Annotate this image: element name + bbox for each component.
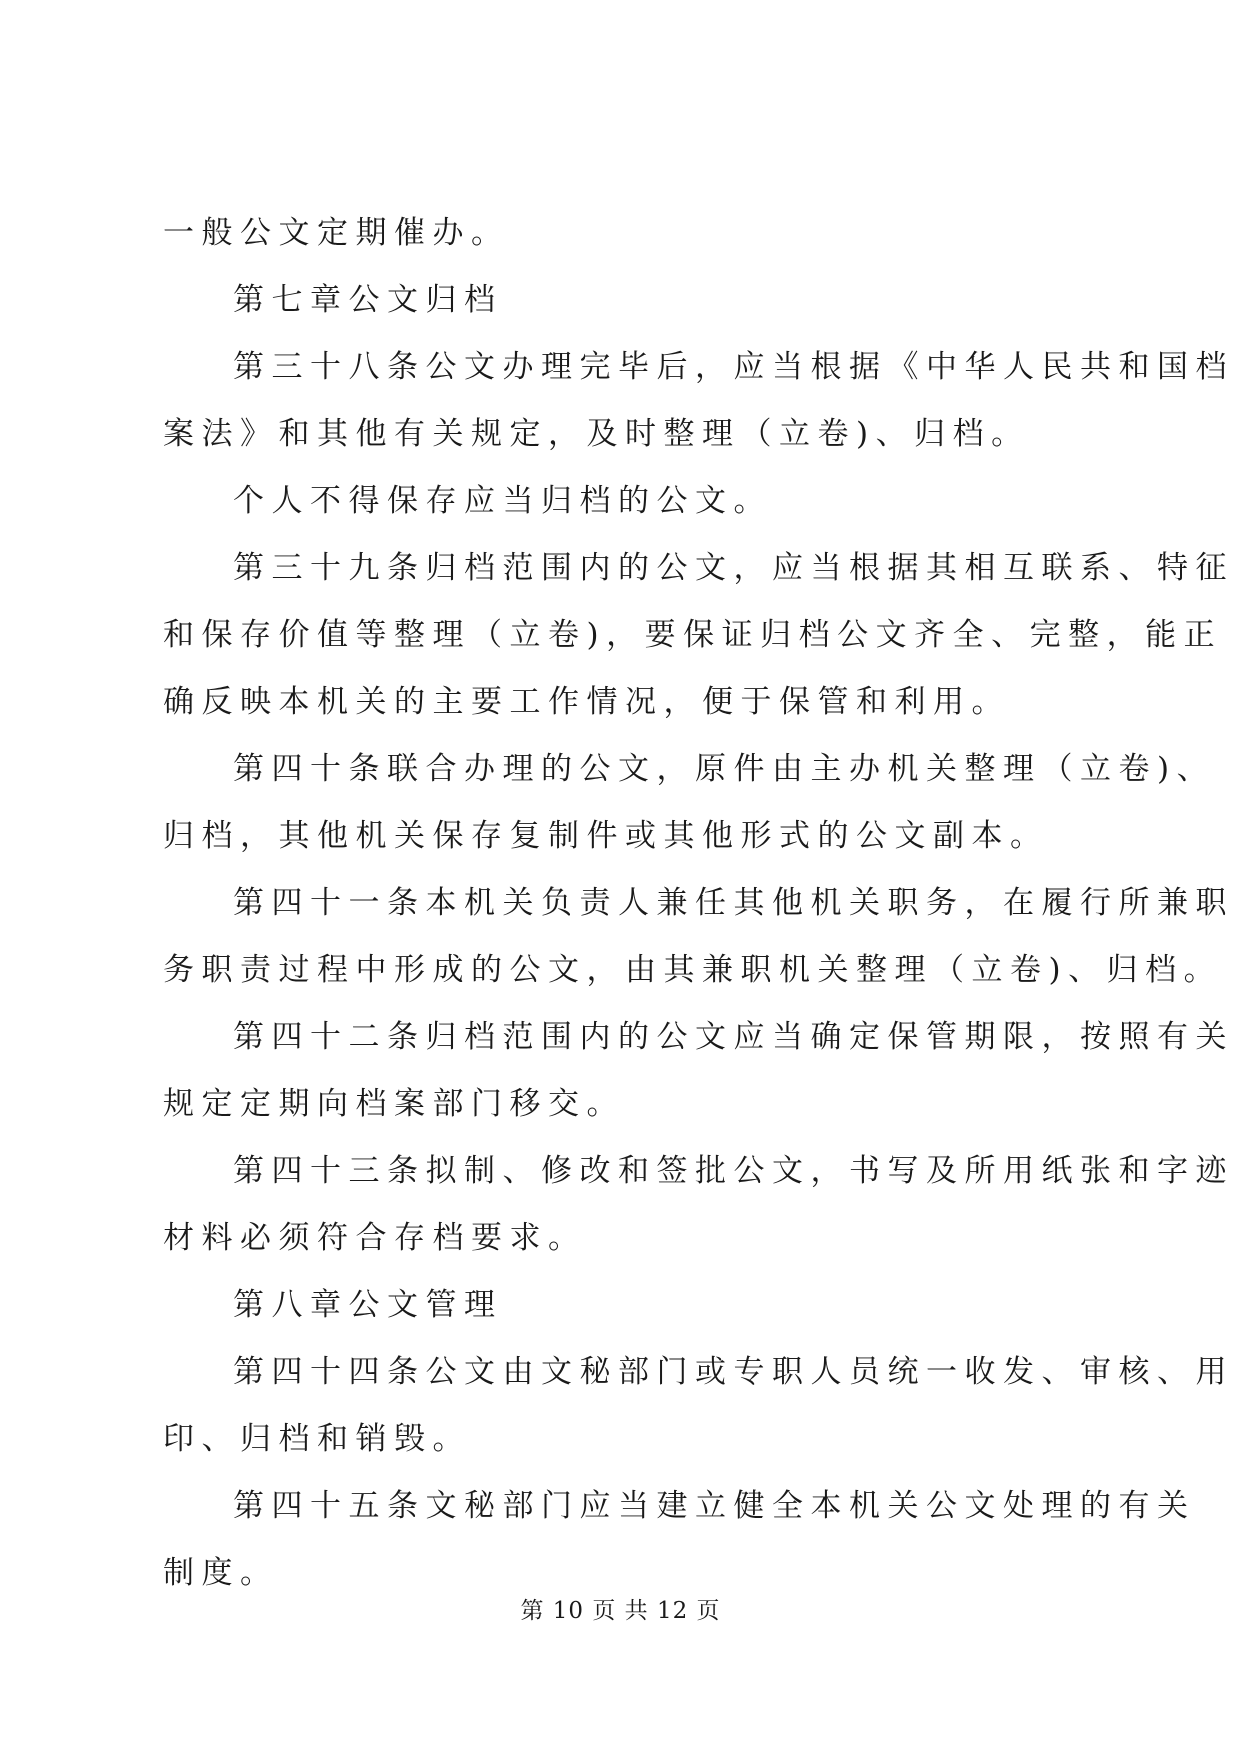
body-line: 第四十四条公文由文秘部门或专职人员统一收发、审核、用 (233, 1354, 1234, 1390)
body-line: 第四十一条本机关负责人兼任其他机关职务，在履行所兼职 (233, 885, 1234, 921)
body-line: 务职责过程中形成的公文，由其兼职机关整理（立卷)、归档。 (163, 952, 1223, 988)
body-line: 案法》和其他有关规定，及时整理（立卷)、归档。 (163, 416, 1030, 452)
chapter-heading: 第八章公文管理 (233, 1287, 503, 1323)
body-line: 制度。 (163, 1555, 279, 1591)
body-line: 材料必须符合存档要求。 (163, 1220, 587, 1256)
body-line: 确反映本机关的主要工作情况，便于保管和利用。 (163, 684, 1010, 720)
body-line: 一般公文定期催办。 (163, 215, 510, 251)
body-line: 第四十条联合办理的公文，原件由主办机关整理（立卷)、 (233, 751, 1216, 787)
page-number-footer: 第 10 页 共 12 页 (520, 1598, 721, 1624)
body-line: 第四十五条文秘部门应当建立健全本机关公文处理的有关 (233, 1488, 1196, 1524)
body-line: 第三十九条归档范围内的公文，应当根据其相互联系、特征 (233, 550, 1234, 586)
chapter-heading: 第七章公文归档 (233, 282, 503, 318)
body-line: 第四十三条拟制、修改和签批公文，书写及所用纸张和字迹 (233, 1153, 1234, 1189)
body-line: 第三十八条公文办理完毕后，应当根据《中华人民共和国档 (233, 349, 1234, 385)
body-line: 和保存价值等整理（立卷)，要保证归档公文齐全、完整，能正 (163, 617, 1223, 653)
body-line: 规定定期向档案部门移交。 (163, 1086, 625, 1122)
body-line: 归档，其他机关保存复制件或其他形式的公文副本。 (163, 818, 1049, 854)
body-line: 第四十二条归档范围内的公文应当确定保管期限，按照有关 (233, 1019, 1234, 1055)
body-line: 印、归档和销毁。 (163, 1421, 471, 1457)
body-line: 个人不得保存应当归档的公文。 (233, 483, 772, 519)
